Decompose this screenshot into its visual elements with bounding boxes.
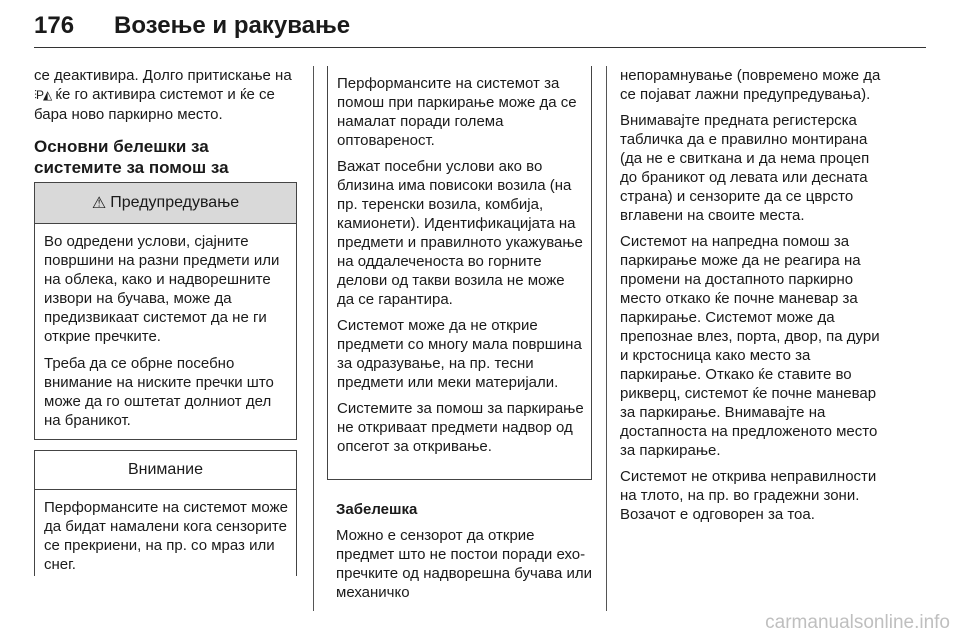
caution-header — [35, 451, 296, 490]
page-header — [34, 12, 926, 42]
paragraph: Перформансите на системот за помош при паркирање може да се намалат поради голема оптовареност. — [337, 75, 577, 149]
paragraph: Внимавајте предната регистерска табличка да е правилно монтирана (да не е свиткана и да нема процеп до браникот од левата или десната страна) и сензорите да се цврсто вглавени на своите места. — [620, 112, 870, 224]
warning-paragraph: Во одредени услови, сјајните површини на разни предмети или на облека, како и надворешните извори на бучава, може да предизвикаат системот да не ги открие пречките. — [44, 233, 280, 345]
column-2-box — [327, 66, 592, 480]
paragraph: Системот може да не открие предмети со многу мала површина за одразување, на пр. тесни предмети или меки материјали. — [337, 317, 582, 391]
warning-box — [34, 182, 297, 440]
paragraph: Важат посебни услови ако во близина има повисоки возила (на пр. теренски возила, комбија, камионети). Идентификацијата на предмети и правилното укажување на оддалеченоста во горните делови од такви возила не може да се гарантира. — [337, 158, 583, 308]
warning-triangle-icon: ⚠ — [91, 195, 107, 212]
note-block — [336, 500, 596, 609]
column-3 — [620, 66, 888, 531]
paragraph: Системите за помош за паркирање не откриваат предмети надвор од опсегот за откривање. — [337, 400, 584, 455]
paragraph: Системот на напредна помош за паркирање може да не реагира на промени на достапното паркирно место откако ќе почне маневар за паркирање. Системот може да препознае влез, порта, двор, па дури и крстосница како место за паркирање. Откако ќе ставите во рикверц, системот ќе почне маневар за паркирање. Внимавајте на достапноста на предложеното место за паркирање. — [620, 233, 880, 459]
warning-paragraph: Треба да се обрне посебно внимание на ниските пречки што може да го оштетат долниот дел на браникот. — [44, 355, 274, 429]
header-rule — [34, 47, 926, 48]
intro-paragraph: се деактивира. Долго притискање на ⫶P◭ ќе го активира системот и ќе се бара ново паркирно место. — [34, 67, 292, 123]
column-divider-1 — [313, 66, 314, 611]
warning-header — [35, 183, 296, 224]
section-heading: Основни белешки за системите за помош за — [34, 137, 229, 177]
paragraph: Системот не открива неправилности на тлото, на пр. во градежни зони. Возачот е одговорен за тоа. — [620, 468, 877, 523]
caution-box — [34, 450, 297, 576]
column-divider-2 — [606, 66, 607, 611]
caution-body — [35, 490, 296, 588]
warning-title: Предупредување — [110, 194, 240, 211]
park-assist-button-icon: ⫶P◭ — [34, 88, 52, 102]
watermark: carmanualsonline.info — [765, 612, 950, 633]
note-title: Забелешка — [336, 501, 418, 518]
note-text: Можно е сензорот да открие предмет што не постои поради ехо-пречките од надворешна бучава или механичко — [336, 527, 592, 601]
warning-body — [35, 224, 296, 444]
caution-paragraph: Перформансите на системот може да бидат намалени кога сензорите се прекриени, на пр. со мраз или снег. — [44, 499, 288, 573]
chapter-title: Возење и ракување — [114, 12, 351, 39]
paragraph: непорамнување (повремено може да се појават лажни предупредувања). — [620, 67, 881, 103]
page-number: 176 — [34, 12, 75, 39]
caution-title: Внимание — [127, 461, 203, 478]
